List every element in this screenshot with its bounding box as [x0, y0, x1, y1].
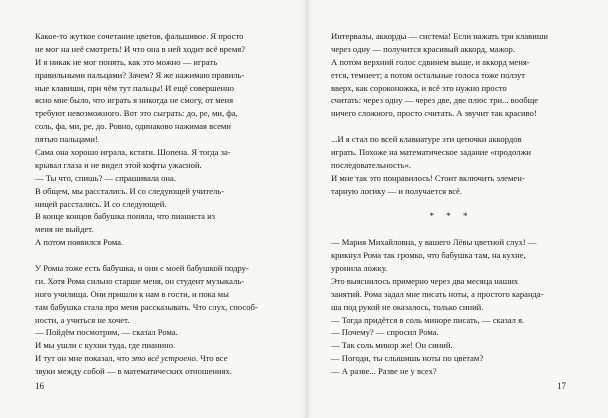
text-line: У Ромы тоже есть бабушка, и они с моей бабушкой подру-: [35, 263, 249, 274]
text-line: пятью пальцами!: [35, 134, 98, 145]
paragraph-gap: [331, 120, 571, 133]
text-line: уронила ложку.: [331, 263, 388, 274]
text-line: И мне так это понравилось! Стоит включить элемен-: [331, 172, 525, 183]
page-number-left: 16: [35, 381, 44, 391]
text-line: ницей расстались. И со следующей.: [35, 198, 167, 209]
text-line: Сама она хорошо играла, кстати. Шопена. Я тогда за-: [35, 147, 231, 158]
text-line: — Тогда придётся в соль миноре писать, — сказал я.: [331, 314, 525, 325]
text-line: там бабушка стала про меня рассказывать. Что слух, способ-: [35, 301, 258, 312]
text-line: соль, фа, ми, ре, до. Ровно, одинаково нажимая всеми: [35, 121, 231, 132]
text-line: звуки между собой — в математических отношениях.: [35, 366, 232, 377]
book-gutter: [302, 0, 312, 418]
text-line: — Мария Михайловна, у вашего Лёвы цветной слух! —: [331, 237, 537, 248]
text-line: через одну — получится красивый аккорд, мажор.: [331, 43, 515, 54]
text-line: не мог на неё смотреть! И что она в ней ходит всё время?: [35, 43, 246, 54]
text-line: А потом верхний голос сдвинем выше, и аккорд меня-: [331, 56, 530, 67]
text-line: Какое-то жуткое сочетание цветов, фальшивое. Я просто: [35, 31, 244, 41]
paragraph-gap: [331, 198, 571, 211]
text-line: И тут он мне показал, что это всё устроено. Что все: [35, 353, 228, 364]
text-line: меня не выйдет.: [35, 224, 94, 235]
text-line: В конце концов бабушка поняла, что пианиста из: [35, 211, 216, 222]
text-line: В общем, мы расстались. И со следующей учитель-: [35, 185, 225, 196]
text-line: Интервалы, аккорды — система! Если нажать три клавиши: [331, 31, 549, 41]
paragraph-gap: [35, 249, 275, 262]
text-line: Это выяснилось примерно через два месяца наших: [331, 275, 519, 286]
emphasis: это всё устроено: [131, 353, 196, 364]
text-line: — Почему? — спросил Рома.: [331, 327, 439, 338]
text-line: — Пойдём посмотрим, — сказал Рома.: [35, 327, 178, 338]
text-line: правильными пальцами? Зачем? Я же нажимаю правиль-: [35, 69, 245, 80]
text-line: последовательность».: [331, 159, 411, 170]
text-line: играть. Похоже на математическое задание «продолжи: [331, 147, 531, 158]
text-line: ничего сложного, просто считать. А звучит так красиво!: [331, 108, 537, 119]
text-line: ности, а учиться не хочет.: [35, 314, 130, 325]
text-line: считать: через одну — через две, две плюс три... вообще: [331, 95, 539, 106]
text-line: крывал глаза и не видел этой кофты ужасной.: [35, 159, 202, 170]
text-line: ется, темнеет; а потом остальные голоса тоже ползут: [331, 69, 526, 80]
right-page: [331, 30, 571, 378]
text-line: крикнул Рома так громко, что бабушка там, на кухне,: [331, 250, 526, 261]
text-line: ного училища. Они пришли к нам в гости, и пока мы: [35, 288, 229, 299]
left-page: [35, 30, 275, 378]
text-line: — Ты что, спишь? — спрашивала она.: [35, 172, 176, 183]
text-line: А потом появился Рома.: [35, 237, 124, 248]
paragraph-gap: [331, 223, 571, 236]
page-number-right: 17: [557, 381, 566, 391]
text-line: ...И я стал по всей клавиатуре эти цепочки аккордов: [331, 134, 522, 145]
text-line: занятий. Рома задал мне писать ноты, а простого каранда-: [331, 288, 544, 299]
text-line: ные клавиши, при чём тут пальцы! И ещё совершенно: [35, 82, 234, 93]
text-line: требуют невозможного. Вот это сыграть: до, ре, ми, фа,: [35, 108, 238, 119]
section-break: * * *: [429, 211, 473, 222]
text-line: — Погоди, ты слышишь ноты по цветам?: [331, 353, 484, 364]
text-line: — А разве... Разве не у всех?: [331, 366, 437, 377]
text-line: И мы ушли с кухни туда, где пианино.: [35, 340, 176, 351]
text-line: ги. Хотя Рома сильно старше меня, он студент музыкаль-: [35, 275, 245, 286]
text-line: ша под рукой не оказалось, только синий.: [331, 301, 484, 312]
text-line: И я никак не мог понять, как это можно — играть: [35, 56, 218, 67]
text-line: — Так соль минор же! Он синий.: [331, 340, 453, 351]
text-line: вверх, как сороконожка, и всё это нужно просто: [331, 82, 507, 93]
text-line: тарную логику — и получается всё.: [331, 185, 463, 196]
text-line: ясно мне было, что играть я никогда не смогу, от меня: [35, 95, 234, 106]
